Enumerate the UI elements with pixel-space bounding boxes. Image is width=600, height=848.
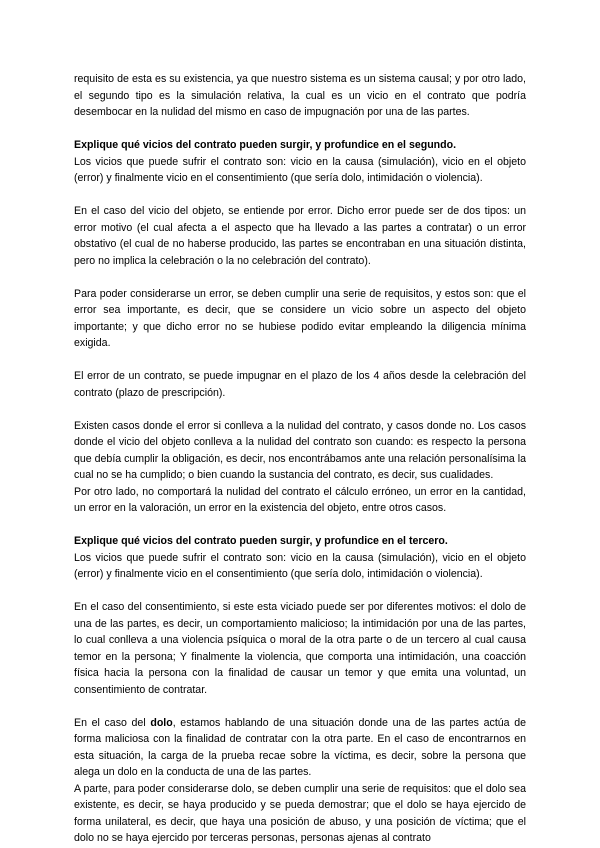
paragraph-vicios-list: Los vicios que puede sufrir el contrato son: vicio en la causa (simulación), vicio en el objeto (error) y finalmente vicio en el consentimiento (que sería dolo, intimidación o violencia). xyxy=(74,551,526,580)
paragraph-gap xyxy=(74,401,526,418)
paragraph-gap xyxy=(74,269,526,286)
paragraph-consentimiento: En el caso del consentimiento, si este esta viciado puede ser por diferentes motivos: el dolo de una de las partes, es decir, un comportamiento malicioso; la intimidación por una de las partes, lo cual conlleva a una violencia psíquica o moral de la otra parte o de un tercero al cual causa temor en la persona; Y finalmente la violencia, que comporta una intimidación, una coacción física hacia la persona con la finalidad de causar un temor y que emita una voluntad, un consentimiento de contratar. xyxy=(74,601,526,696)
paragraph-gap xyxy=(74,583,526,600)
paragraph-requisitos-dolo: A parte, para poder considerarse dolo, se deben cumplir una serie de requisitos: que el dolo sea existente, es decir, se haya producido y se pueda demostrar; que el dolo se haya ejercido de forma unilateral, es decir, que haya una posición de abuso, y una posición de víctima; que el dolo no se haya ejercido por terceras personas, personas ajenas al contrato xyxy=(74,782,526,844)
paragraph-vicios-list: Los vicios que puede sufrir el contrato son: vicio en la causa (simulación), vicio en el objeto (error) y finalmente vicio en el consentimiento (que sería dolo, intimidación o violencia). xyxy=(74,155,526,184)
paragraph-plazo-impugnacion: El error de un contrato, se puede impugnar en el plazo de los 4 años desde la celebración del contrato (plazo de prescripción). xyxy=(74,370,526,399)
paragraph-gap xyxy=(74,517,526,534)
paragraph-dolo-rest: , estamos hablando de una situación donde una de las partes actúa de forma maliciosa con la finalidad de contratar con la otra parte. En el caso de encontrarnos en esta situación, la carga de la prueba recae sobre la víctima, es decir, sobre la persona que alega un dolo en la conducta de una de las partes. xyxy=(74,716,526,778)
paragraph-otro-lado: Por otro lado, no comportará la nulidad del contrato el cálculo erróneo, un error en la cantidad, un error en la valoración, un error en la existencia del objeto, entre otros casos. xyxy=(74,485,526,514)
paragraph-casos-nulidad: Existen casos donde el error si conlleva a la nulidad del contrato, y casos donde no. Los casos donde el vicio del objeto conlleva a la nulidad del contrato son cuando: es respecto la persona que debía cumplir la obligación, es decir, nos encontrábamos ante una relación personalísima la cual no se ha cumplido; o bien cuando la sustancia del contrato, es decir, sus cualidades. xyxy=(74,419,526,481)
dolo-term: dolo xyxy=(150,716,173,729)
paragraph-dolo-lead: En el caso del xyxy=(74,716,151,729)
paragraph-gap xyxy=(74,187,526,204)
document-body xyxy=(74,71,526,847)
section-heading-third-vice: Explique qué vicios del contrato pueden surgir, y profundice en el tercero. xyxy=(74,535,448,547)
paragraph-dolo xyxy=(74,715,526,781)
section-heading-second-vice: Explique qué vicios del contrato pueden surgir, y profundice en el segundo. xyxy=(74,139,457,151)
paragraph-requisitos-error: Para poder considerarse un error, se deben cumplir una serie de requisitos, y estos son: que el error sea importante, es decir, que se considere un vicio sobre un aspecto del objeto importante; y que dicho error no se hubiese podido evitar empleando la diligencia mínima exigida. xyxy=(74,287,526,349)
paragraph-gap xyxy=(74,121,526,138)
paragraph-gap xyxy=(74,352,526,369)
paragraph-gap xyxy=(74,698,526,715)
paragraph-vicio-objeto: En el caso del vicio del objeto, se entiende por error. Dicho error puede ser de dos tipos: un error motivo (el cual afecta a el aspecto que ha llevado a las partes a contratar) o un error obstativo (el cual de no haberse producido, las partes se encontraban en una situación distinta, pero no implica la celebración o la no celebración del contrato). xyxy=(74,205,526,267)
paragraph-intro: requisito de esta es su existencia, ya que nuestro sistema es un sistema causal; y por otro lado, el segundo tipo es la simulación relativa, la cual es un vicio en el contrato que podría desembocar en la nulidad del mismo en caso de impugnación por una de las partes. xyxy=(74,73,526,118)
